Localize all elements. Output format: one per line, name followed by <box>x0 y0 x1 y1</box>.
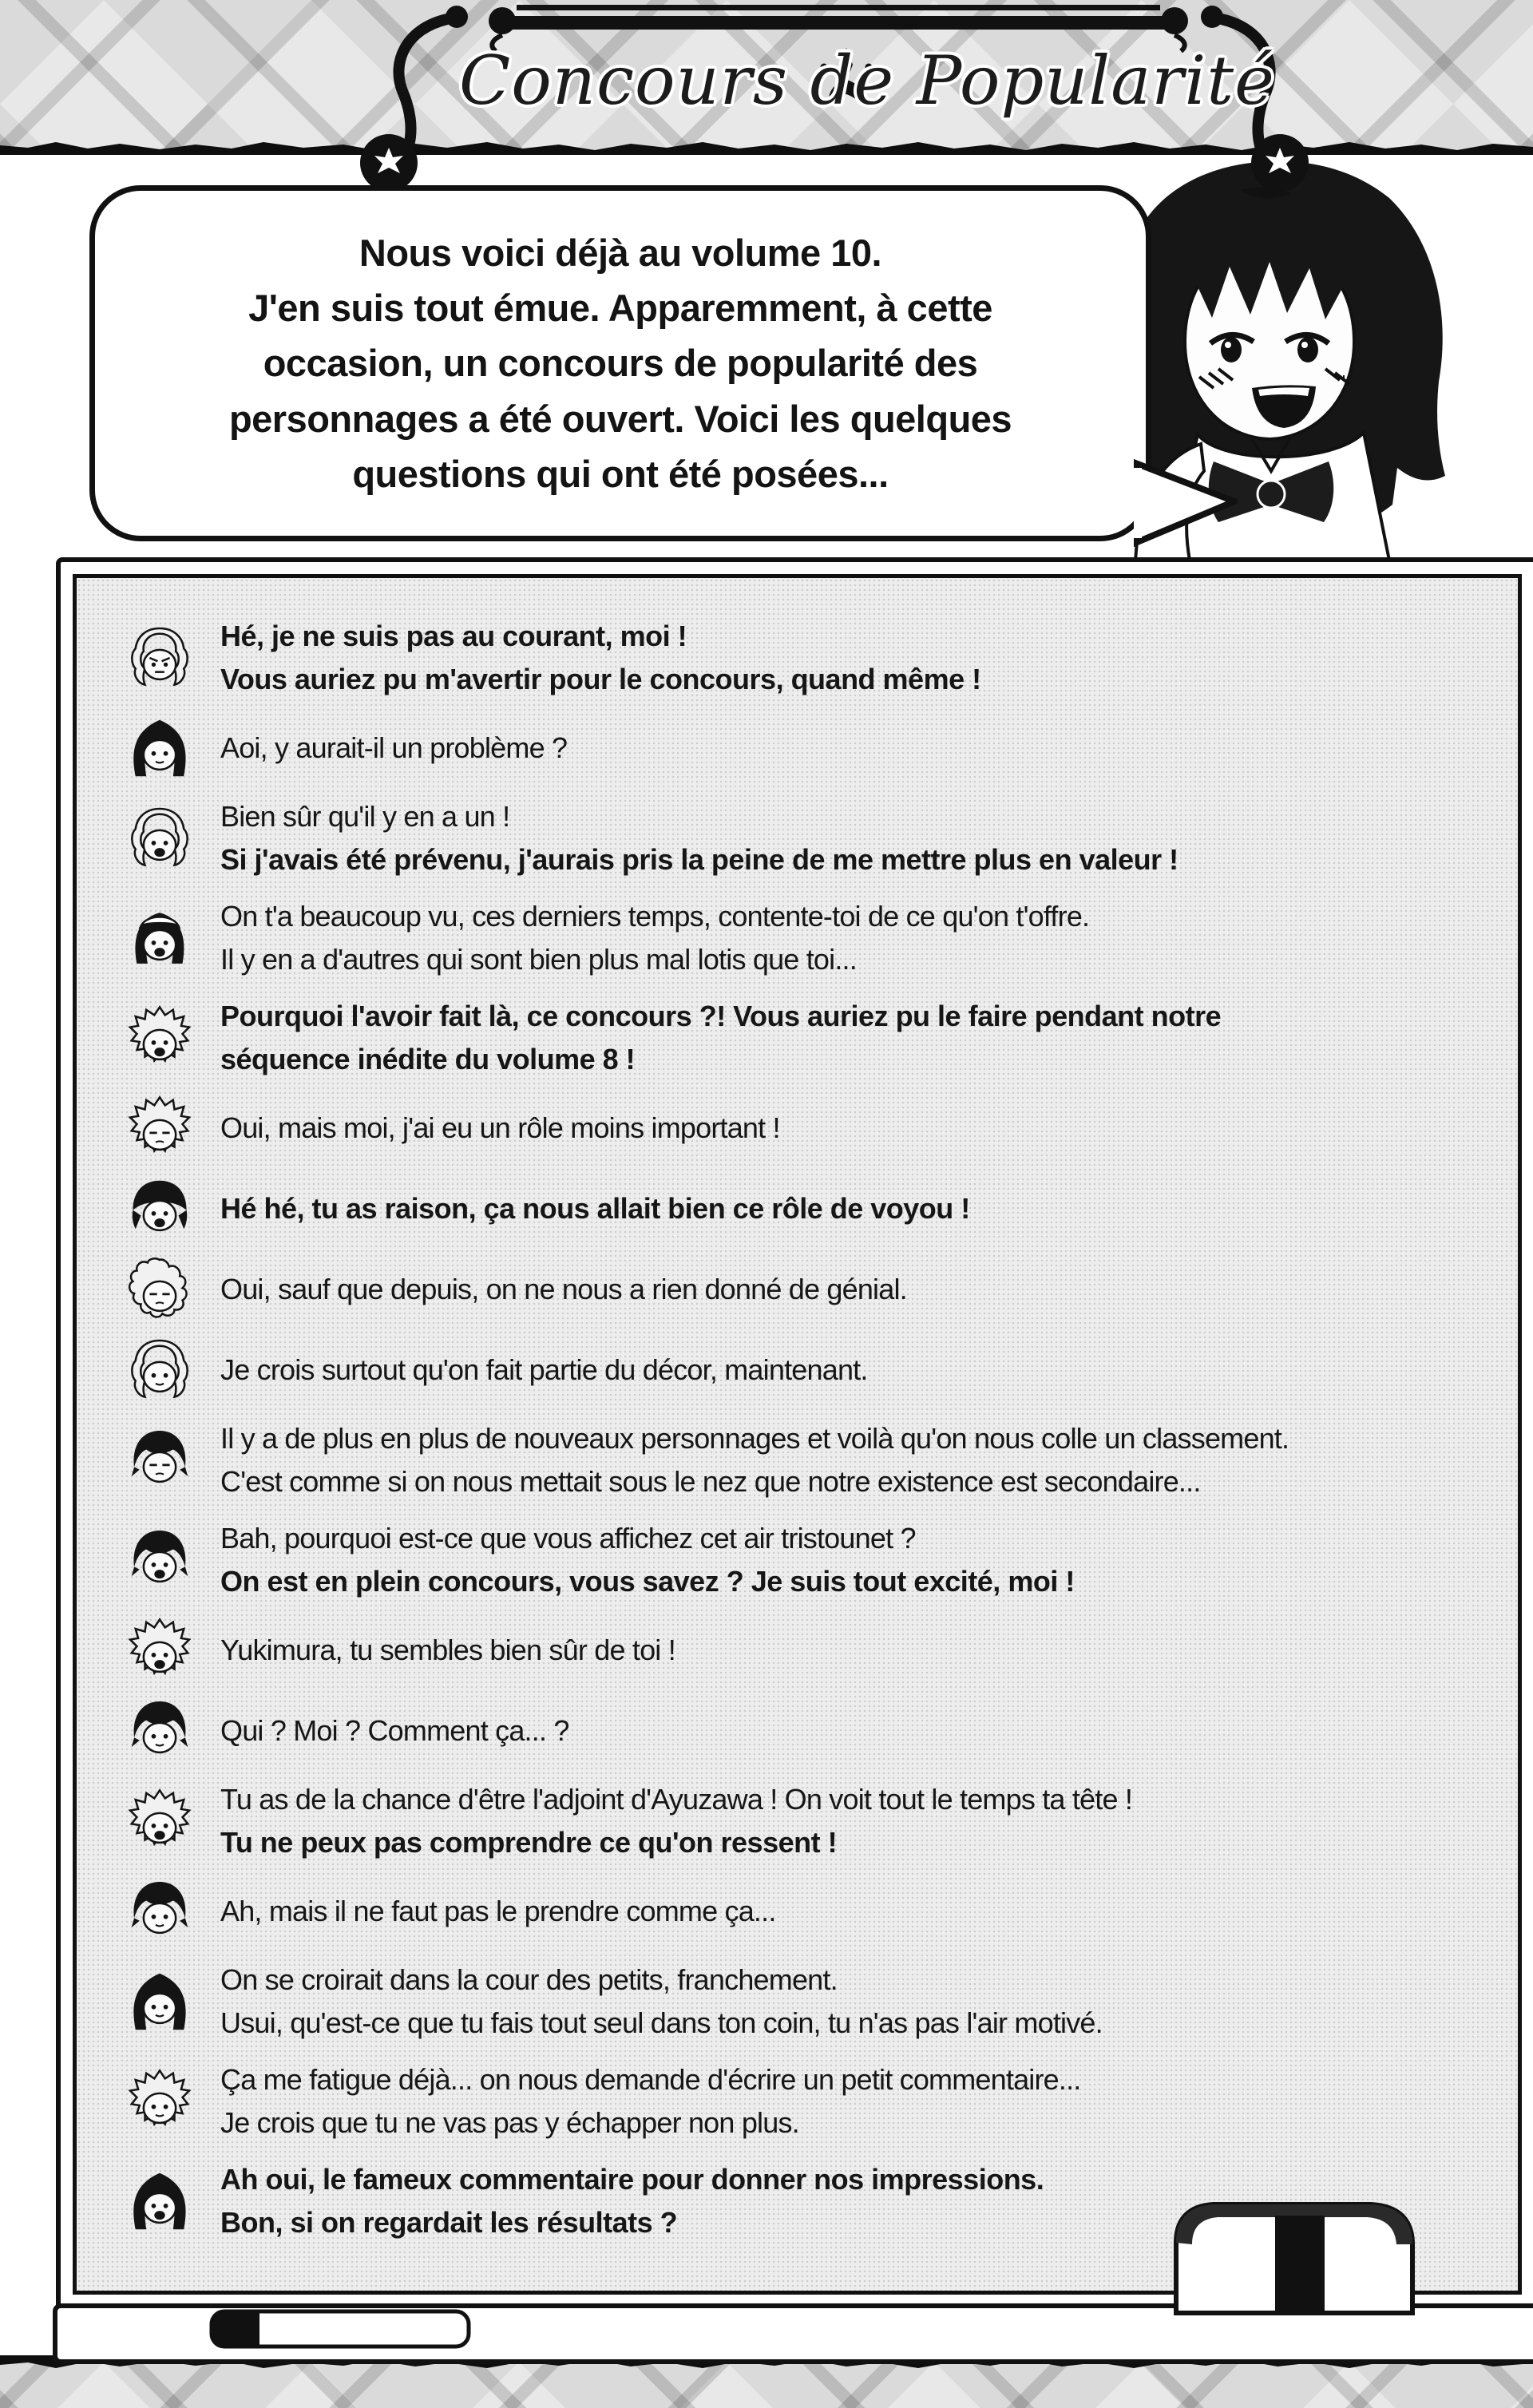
dialogue-row <box>126 1095 1486 1162</box>
avatar-dark-squint-icon <box>126 1427 193 1494</box>
dialogue-text <box>220 615 981 701</box>
avatar-yukimura-excited-icon <box>126 1527 193 1594</box>
speech-bubble-tail <box>1134 458 1238 548</box>
dialogue-row <box>126 1617 1486 1684</box>
page-title: Concours de Popularité <box>459 42 1275 120</box>
dialogue-line: Ah, mais il ne faut pas le prendre comme ça... <box>220 1895 776 1927</box>
avatar-trio-plain-icon <box>126 1337 193 1404</box>
dialogue-board-surface <box>73 574 1522 2295</box>
avatar-misaki-icon <box>126 1968 193 2035</box>
dialogue-text <box>220 1187 970 1230</box>
dialogue-line: Bon, si on regardait les résultats ? <box>220 2206 678 2239</box>
dialogue-row <box>126 1337 1486 1404</box>
dialogue-row <box>126 1517 1486 1603</box>
bubble-line: personnages a été ouvert. Voici les quelques <box>228 397 1012 440</box>
avatar-trio-shouting-icon <box>126 1788 193 1855</box>
dialogue-line: Tu as de la chance d'être l'adjoint d'Ayuzawa ! On voit tout le temps ta tête ! <box>220 1783 1133 1816</box>
dialogue-row <box>126 795 1486 881</box>
dialogue-text <box>220 895 1089 981</box>
dialogue-line: Hé, je ne suis pas au courant, moi ! <box>220 620 687 652</box>
avatar-ikkun-curly-icon <box>126 1256 193 1323</box>
dialogue-row <box>126 1175 1486 1242</box>
dialogue-line: On est en plein concours, vous savez ? Je suis tout excité, moi ! <box>220 1565 1075 1598</box>
dialogue-line: Il y en a d'autres qui sont bien plus mal lotis que toi... <box>220 943 857 976</box>
dialogue-line: Je crois surtout qu'on fait partie du décor, maintenant. <box>220 1353 868 1386</box>
dialogue-line: Tu ne peux pas comprendre ce qu'on ressent ! <box>220 1826 838 1859</box>
dialogue-line: C'est comme si on nous mettait sous le nez que notre existence est secondaire... <box>220 1465 1201 1498</box>
dialogue-board <box>56 557 1533 2311</box>
dialogue-text <box>220 795 1178 881</box>
dialogue-row <box>126 1778 1486 1864</box>
dialogue-text <box>220 2058 1081 2145</box>
dialogue-line: Yukimura, tu sembles bien sûr de toi ! <box>220 1634 675 1666</box>
bubble-line: J'en suis tout émue. Apparemment, à cette <box>248 287 992 330</box>
dialogue-text <box>220 1958 1103 2045</box>
dialogue-text <box>220 1349 868 1392</box>
dialogue-line: Usui, qu'est-ce que tu fais tout seul dans ton coin, tu n'as pas l'air motivé. <box>220 2006 1103 2039</box>
avatar-aoi-annoyed-icon <box>126 624 193 691</box>
avatar-usui-icon <box>126 2068 193 2135</box>
dialogue-line: séquence inédite du volume 8 ! <box>220 1043 636 1075</box>
dialogue-line: On se croirait dans la cour des petits, franchement. <box>220 1963 838 1996</box>
dialogue-line: Qui ? Moi ? Comment ça... ? <box>220 1714 569 1747</box>
dialogue-text <box>220 1629 675 1672</box>
dialogue-rows <box>77 578 1518 2291</box>
dialogue-row <box>126 2058 1486 2145</box>
avatar-aoi-smiling-icon <box>126 805 193 872</box>
dialogue-row <box>126 1417 1486 1503</box>
dialogue-row <box>126 895 1486 981</box>
dialogue-line: Aoi, y aurait-il un problème ? <box>220 731 568 764</box>
dialogue-line: Bien sûr qu'il y en a un ! <box>220 800 510 833</box>
blackboard-eraser <box>1157 2195 1432 2316</box>
dialogue-text <box>220 727 567 770</box>
dialogue-text <box>220 2158 1044 2244</box>
dialogue-line: Oui, sauf que depuis, on ne nous a rien donné de génial. <box>220 1273 907 1305</box>
speech-bubble <box>89 185 1151 541</box>
dialogue-line: Il y a de plus en plus de nouveaux personnages et voilà qu'on nous colle un classement. <box>220 1422 1289 1455</box>
dialogue-line: Bah, pourquoi est-ce que vous affichez cet air tristounet ? <box>220 1522 916 1555</box>
dialogue-line: Oui, mais moi, j'ai eu un rôle moins important ! <box>220 1111 780 1144</box>
dialogue-row <box>126 1958 1486 2045</box>
bubble-line: occasion, un concours de popularité des <box>263 342 978 385</box>
dialogue-row <box>126 995 1486 1081</box>
dialogue-row <box>126 1256 1486 1323</box>
dialogue-text <box>220 1517 1075 1603</box>
dialogue-line: Ah oui, le fameux commentaire pour donner nos impressions. <box>220 2163 1044 2196</box>
avatar-trio-crying-icon <box>126 1004 193 1071</box>
dialogue-row <box>126 1697 1486 1764</box>
dialogue-text <box>220 1417 1289 1503</box>
bottom-argyle-strip <box>0 2362 1533 2408</box>
avatar-yukimura-icon <box>126 1697 193 1764</box>
dialogue-text <box>220 1778 1132 1864</box>
dialogue-line: Pourquoi l'avoir fait là, ce concours ?! Vous auriez pu le faire pendant notre <box>220 1000 1222 1032</box>
chalk-piece <box>208 2307 472 2350</box>
dialogue-text <box>220 1268 907 1311</box>
dialogue-text <box>220 1709 569 1753</box>
dialogue-line: Je crois que tu ne vas pas y échapper non plus. <box>220 2106 799 2139</box>
dialogue-text <box>220 995 1221 1081</box>
dialogue-text <box>220 1890 776 1933</box>
avatar-misaki-icon <box>126 715 193 782</box>
dialogue-line: Si j'avais été prévenu, j'aurais pris la peine de me mettre plus en valeur ! <box>220 843 1178 876</box>
speech-bubble-text <box>229 225 1012 501</box>
avatar-shiroyan-spiky-icon <box>126 1095 193 1162</box>
dialogue-line: Vous auriez pu m'avertir pour le concours, quand même ! <box>220 663 981 695</box>
avatar-satsuki-maid-icon <box>126 905 193 972</box>
dialogue-line: Ça me fatigue déjà... on nous demande d'écrire un petit commentaire... <box>220 2063 1081 2096</box>
dialogue-row <box>126 715 1486 782</box>
avatar-yukimura-icon <box>126 1878 193 1945</box>
dialogue-row <box>126 1878 1486 1945</box>
avatar-kurotatsu-bowl-icon <box>126 1175 193 1242</box>
dialogue-line: Hé hé, tu as raison, ça nous allait bien ce rôle de voyou ! <box>220 1192 970 1225</box>
avatar-misaki-smiling-icon <box>126 2168 193 2235</box>
dialogue-row <box>126 615 1486 701</box>
bubble-line: Nous voici déjà au volume 10. <box>358 232 882 275</box>
bubble-line: questions qui ont été posées... <box>352 452 889 495</box>
avatar-trio-shouting-icon <box>126 1617 193 1684</box>
dialogue-text <box>220 1107 780 1150</box>
dialogue-line: On t'a beaucoup vu, ces derniers temps, contente-toi de ce qu'on t'offre. <box>220 900 1090 933</box>
